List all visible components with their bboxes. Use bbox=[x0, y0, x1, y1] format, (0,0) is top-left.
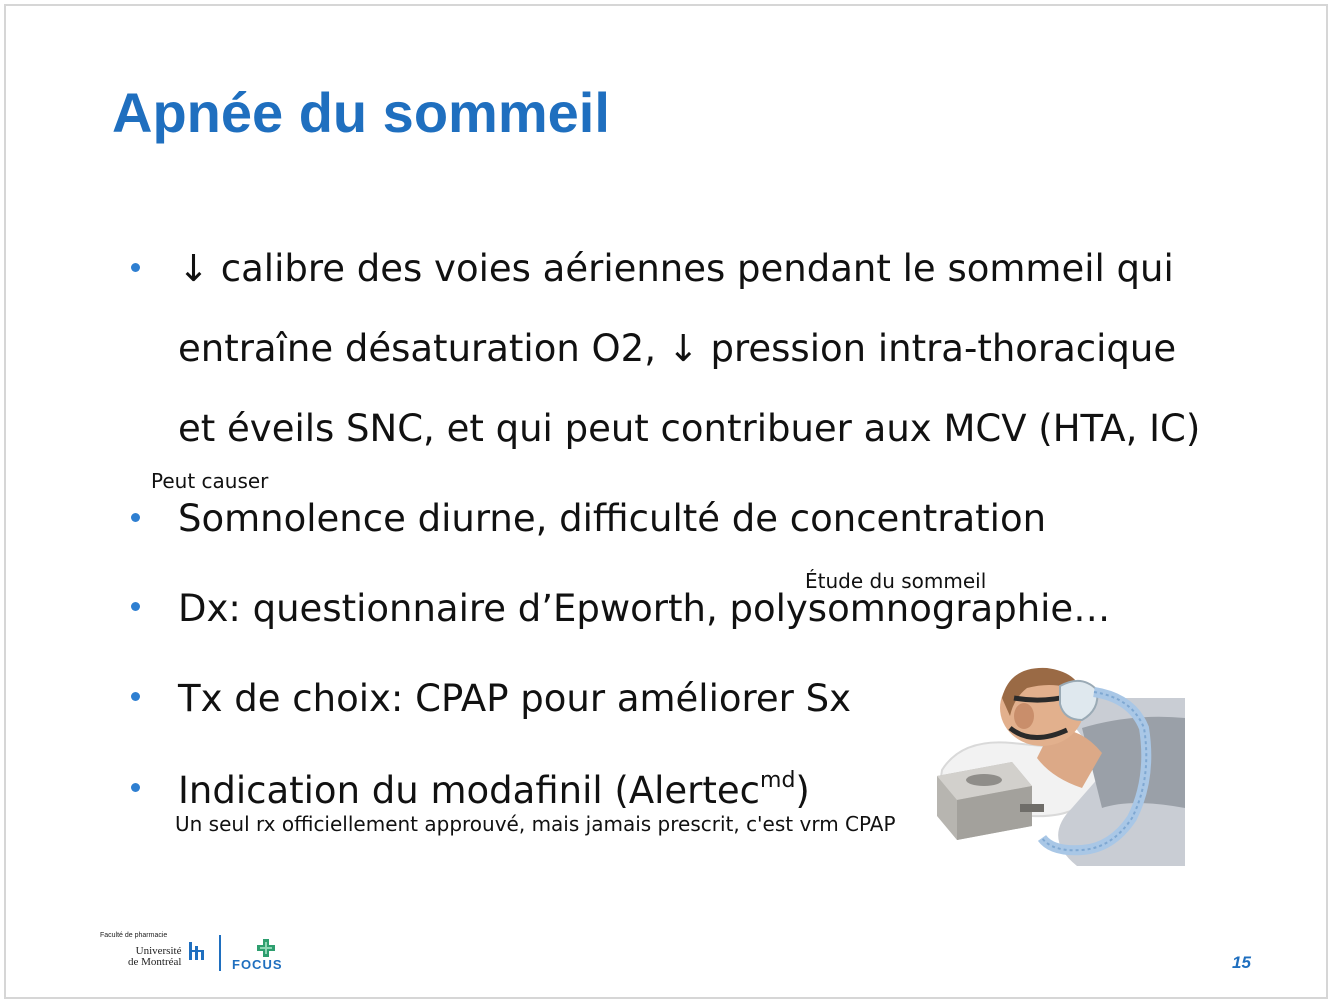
bullet-5-text: Indication du modafinil (Alertec bbox=[178, 769, 761, 812]
bullet-2: Somnolence diurne, difficulté de concentration bbox=[178, 497, 1047, 540]
note-etude-sommeil: Étude du sommeil bbox=[805, 569, 987, 593]
bullet-dot bbox=[131, 602, 140, 611]
bullet-5-close: ) bbox=[795, 769, 810, 812]
udem-logo-icon bbox=[186, 940, 208, 962]
bullet-1-text-2b: pression intra-thoracique bbox=[698, 327, 1177, 370]
note-peut-causer: Peut causer bbox=[151, 469, 269, 493]
down-arrow-icon: ↓ bbox=[178, 247, 210, 290]
down-arrow-icon: ↓ bbox=[667, 327, 699, 370]
bullet-5 bbox=[178, 768, 810, 812]
bullet-1-line-2 bbox=[178, 327, 1177, 370]
bullet-5-superscript: md bbox=[760, 768, 796, 793]
focus-logo-text: FOCUS bbox=[232, 957, 283, 972]
bullet-dot bbox=[131, 783, 140, 792]
university-line-1: Université bbox=[135, 945, 182, 957]
focus-cross-icon bbox=[256, 938, 276, 958]
note-rx: Un seul rx officiellement approuvé, mais jamais prescrit, c'est vrm CPAP bbox=[175, 812, 896, 836]
bullet-1-text-2a: entraîne désaturation O2, bbox=[178, 327, 668, 370]
university-name bbox=[128, 946, 181, 968]
cpap-patient-illustration bbox=[932, 658, 1187, 870]
bullet-1-line-1 bbox=[178, 247, 1174, 290]
university-line-2: de Montréal bbox=[128, 956, 182, 968]
bullet-1-text-1: calibre des voies aériennes pendant le sommeil qui bbox=[209, 247, 1174, 290]
faculty-label: Faculté de pharmacie bbox=[100, 932, 168, 939]
slide-title: Apnée du sommeil bbox=[112, 81, 610, 144]
bullet-4: Tx de choix: CPAP pour améliorer Sx bbox=[178, 677, 852, 720]
footer-divider bbox=[219, 935, 221, 971]
bullet-dot bbox=[131, 692, 140, 701]
bullet-3: Dx: questionnaire d’Epworth, polysomnographie… bbox=[178, 587, 1111, 630]
bullet-dot bbox=[131, 263, 140, 272]
page-number: 15 bbox=[1232, 953, 1251, 972]
bullet-dot bbox=[131, 513, 140, 522]
bullet-1-line-3: et éveils SNC, et qui peut contribuer aux MCV (HTA, IC) bbox=[178, 407, 1201, 450]
